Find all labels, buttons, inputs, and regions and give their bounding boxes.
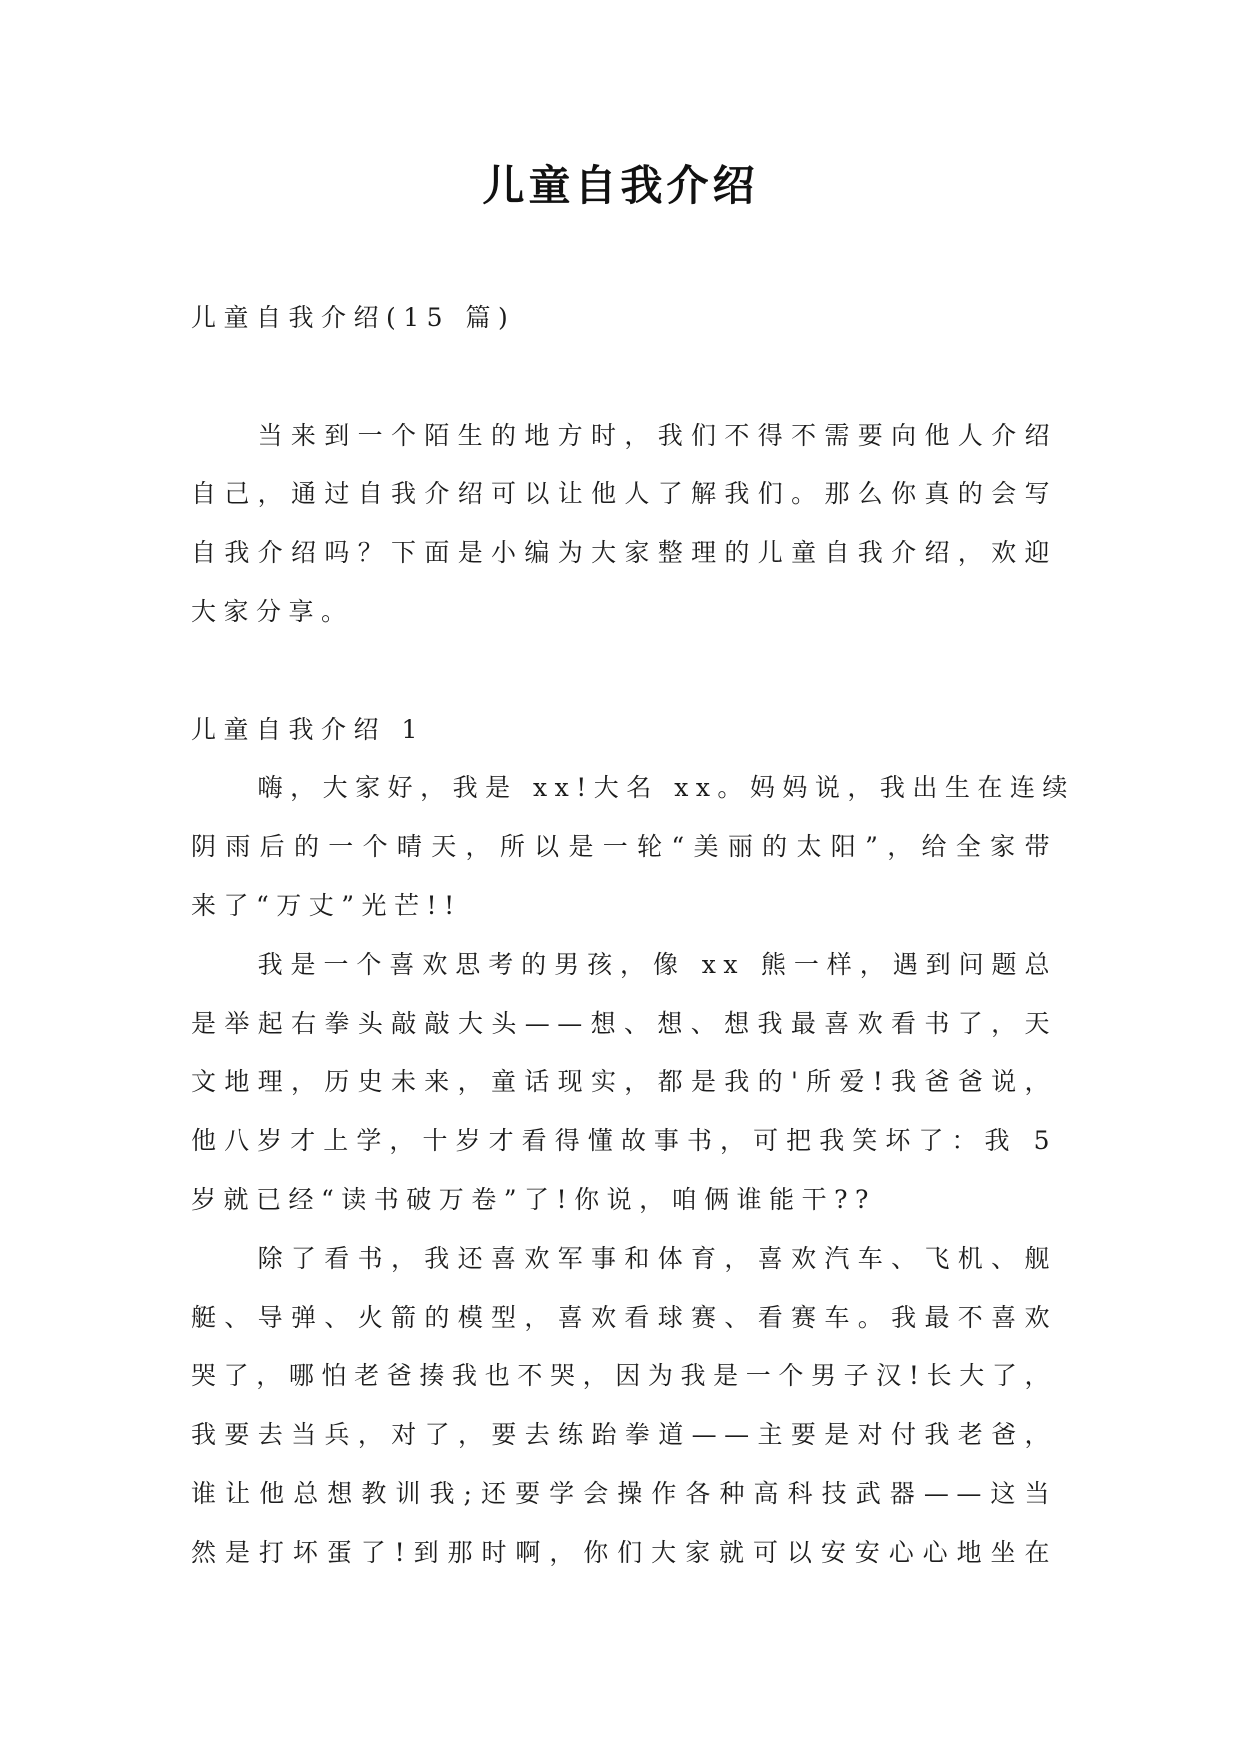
paragraph-line: 谁让他总想教训我;还要学会操作各种高科技武器——这当	[191, 1478, 1057, 1508]
paragraph-line: 大家分享。	[191, 596, 354, 626]
intro-paragraph	[191, 407, 1057, 642]
paragraph-line: 文地理，历史未来，童话现实，都是我的'所爱!我爸爸说，	[191, 1067, 1057, 1097]
paragraph-line: 来了“万丈”光芒!!	[191, 890, 462, 920]
paragraph-line: 艇、导弹、火箭的模型，喜欢看球赛、看赛车。我最不喜欢	[191, 1302, 1057, 1332]
paragraph-line: 他八岁才上学，十岁才看得懂故事书，可把我笑坏了：我 5	[191, 1126, 1057, 1156]
page-title: 儿童自我介绍	[482, 161, 759, 210]
paragraph-line: 我要去当兵，对了，要去练跆拳道——主要是对付我老爸，	[191, 1420, 1057, 1450]
document-subtitle: 儿童自我介绍(15 篇)	[191, 303, 516, 332]
paragraph-line: 哭了，哪怕老爸揍我也不哭，因为我是一个男子汉!长大了，	[191, 1361, 1057, 1391]
document-body	[191, 289, 1075, 1583]
section-heading: 儿童自我介绍 1	[191, 714, 425, 744]
paragraph-line: 我是一个喜欢思考的男孩，像 xx 熊一样，遇到问题总	[257, 949, 1057, 979]
paragraph-line: 自己，通过自我介绍可以让他人了解我们。那么你真的会写	[191, 479, 1057, 509]
section-paragraph-1	[191, 759, 1075, 935]
paragraph-line: 除了看书，我还喜欢军事和体育，喜欢汽车、飞机、舰	[257, 1243, 1057, 1273]
paragraph-line: 然是打坏蛋了!到那时啊，你们大家就可以安安心心地坐在	[191, 1537, 1057, 1567]
paragraph-line: 自我介绍吗？下面是小编为大家整理的儿童自我介绍，欢迎	[191, 538, 1057, 568]
section-paragraph-3	[191, 1230, 1057, 1583]
paragraph-line: 当来到一个陌生的地方时，我们不得不需要向他人介绍	[257, 420, 1057, 450]
paragraph-line: 是举起右拳头敲敲大头——想、想、想我最喜欢看书了，天	[191, 1008, 1057, 1038]
section-paragraph-2	[191, 936, 1057, 1230]
paragraph-line: 嗨，大家好，我是 xx!大名 xx。妈妈说，我出生在连续	[257, 773, 1075, 803]
paragraph-line: 阴雨后的一个晴天，所以是一轮“美丽的太阳”，给全家带	[191, 832, 1057, 862]
paragraph-line: 岁就已经“读书破万卷”了!你说，咱俩谁能干??	[191, 1184, 876, 1214]
